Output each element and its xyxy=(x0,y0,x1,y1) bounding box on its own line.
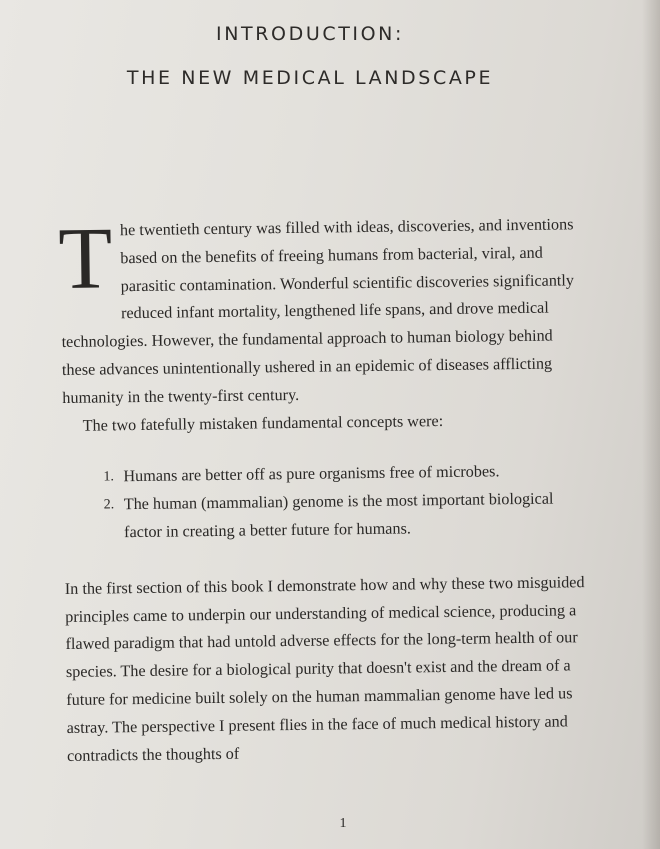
page-edge-shadow xyxy=(642,0,660,849)
numbered-list xyxy=(63,458,584,548)
lead-in-sentence: The two fatefully mistaken fundamental concepts were: xyxy=(82,411,444,435)
chapter-title-line-2: THE NEW MEDICAL LANDSCAPE xyxy=(126,67,494,89)
opening-paragraph xyxy=(57,210,583,412)
drop-cap: T xyxy=(57,210,113,309)
list-item-number: 2. xyxy=(103,497,115,513)
body-text xyxy=(57,210,587,770)
list-item-number: 1. xyxy=(103,469,114,485)
page-number: 1 xyxy=(339,816,347,831)
opening-paragraph-text: he twentieth century was filled with ideas, discoveries, and inventions based on the benefits of freeing humans from bacterial, viral, and parasitic contamination. Wonderful scientific discoveries significantly reduced infant mortality, lengthened life spans, and drove medical technologies. However, the fundamental approach to human biology behind these advances unintentionally ushered in an epidemic of diseases afflicting humanity in the twenty-first century. xyxy=(61,215,575,407)
chapter-title-line-1: INTRODUCTION: xyxy=(216,23,404,45)
list-item xyxy=(104,485,585,547)
list-item-text: The human (mammalian) genome is the most important biological factor in creating a better future for humans. xyxy=(123,489,554,542)
closing-paragraph: In the first section of this book I demonstrate how and why these two misguided principles came to underpin our understanding of medical science, producing a flawed paradigm that had untold adverse effects for the long-term health of our species. The desire for a biological purity that doesn't exist and the dream of a future for medicine built solely on the human mammalian genome have led us astray. The perspective I present flies in the face of much medical history and contradicts the thoughts of xyxy=(64,572,585,765)
list-item-text: Humans are better off as pure organisms free of microbes. xyxy=(123,462,500,486)
chapter-title xyxy=(0,12,620,100)
